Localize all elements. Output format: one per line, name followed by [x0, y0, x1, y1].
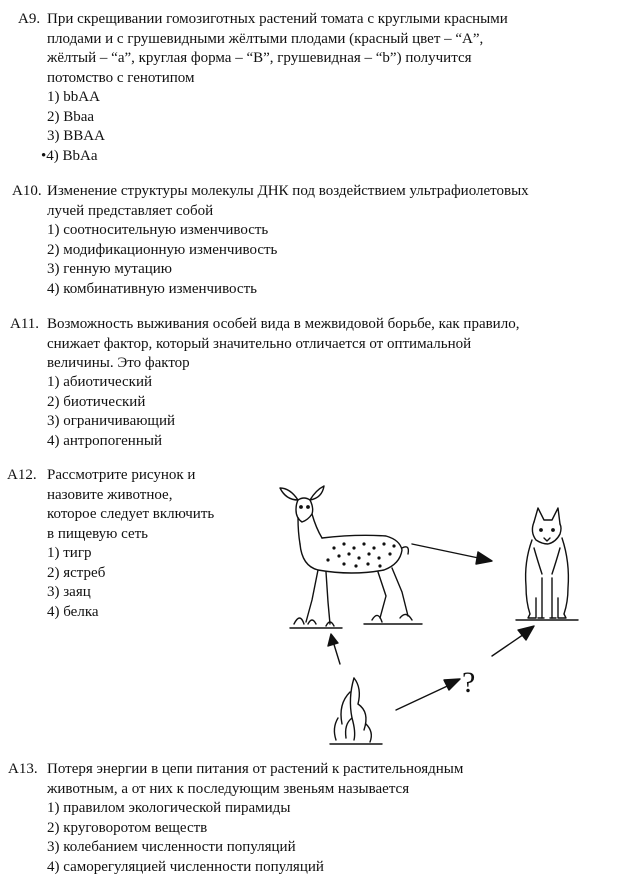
text-line: снижает фактор, который значительно отличается от оптимальной — [47, 335, 472, 352]
question-number: А10. — [12, 183, 42, 199]
text-line: животным, а от них к последующим звеньям называется — [47, 780, 410, 797]
text-line: Изменение структуры молекулы ДНК под воздействием ультрафиолетовых — [47, 183, 529, 199]
text-line: которое следует включить — [47, 506, 215, 522]
question-text — [47, 10, 607, 88]
question-number: А13. — [8, 761, 38, 777]
answer-option[interactable]: 1) bbAA — [47, 89, 100, 105]
plant-icon — [330, 678, 382, 744]
question-text — [47, 760, 607, 799]
wolf-icon — [516, 508, 578, 620]
food-web-figure — [272, 478, 602, 748]
answer-options — [47, 544, 105, 622]
arrow-icon — [328, 544, 534, 710]
deer-icon — [280, 486, 422, 628]
answer-option[interactable]: 3) заяц — [47, 584, 91, 600]
text-line: Потеря энергии в цепи питания от растений к растительноядным — [47, 761, 464, 777]
text-line: При скрещивании гомозиготных растений томата с круглыми красными — [47, 11, 508, 27]
food-web-drawing — [272, 478, 602, 748]
answer-option[interactable]: 2) модификационную изменчивость — [47, 241, 278, 258]
text-line: Рассмотрите рисунок и — [47, 467, 196, 483]
answer-option[interactable]: 1) правилом экологической пирамиды — [47, 800, 291, 816]
question-text — [47, 315, 607, 374]
answer-option[interactable]: 2) биотический — [47, 393, 146, 410]
question-mark: ? — [462, 666, 476, 699]
answer-options — [47, 373, 175, 451]
answer-option[interactable]: 1) тигр — [47, 545, 92, 561]
answer-option[interactable]: 4) саморегуляцией численности популяций — [47, 858, 324, 875]
answer-option[interactable]: 2) круговоротом веществ — [47, 819, 208, 836]
answer-option[interactable]: 4) комбинативную изменчивость — [47, 280, 257, 297]
answer-options — [41, 88, 105, 166]
answer-option[interactable]: 4) белка — [47, 603, 99, 620]
question-number: А9. — [18, 11, 41, 27]
question-text — [47, 466, 277, 544]
answer-option[interactable]: 2) Bbaa — [47, 108, 95, 125]
answer-option[interactable]: •4) BbAa — [41, 147, 98, 164]
text-line: величины. Это фактор — [47, 355, 190, 371]
answer-options — [47, 799, 324, 877]
text-line: плодами и с грушевидными жёлтыми плодами (красный цвет – “А”, — [47, 30, 484, 47]
text-line: жёлтый – “а”, круглая форма – “В”, грушевидная – “b”) получится — [47, 50, 472, 66]
answer-option[interactable]: 3) генную мутацию — [47, 261, 173, 277]
answer-option[interactable]: 1) соотносительную изменчивость — [47, 222, 269, 238]
question-text — [47, 182, 607, 221]
text-line: потомство с генотипом — [47, 69, 195, 86]
question-number: А12. — [7, 467, 37, 483]
answer-option[interactable]: 3) колебанием численности популяций — [47, 839, 296, 855]
answer-option[interactable]: 3) ограничивающий — [47, 413, 176, 429]
answer-option[interactable]: 2) ястреб — [47, 564, 106, 581]
answer-option[interactable]: 1) абиотический — [47, 374, 153, 390]
question-number: А11. — [10, 316, 40, 332]
text-line: назовите животное, — [47, 486, 173, 503]
text-line: в пищевую сеть — [47, 525, 149, 542]
answer-option[interactable]: 3) BBAA — [47, 128, 105, 144]
text-line: Возможность выживания особей вида в межвидовой борьбе, как правило, — [47, 316, 520, 332]
answer-option[interactable]: 4) антропогенный — [47, 432, 162, 449]
text-line: лучей представляет собой — [47, 202, 214, 219]
answer-options — [47, 221, 277, 299]
